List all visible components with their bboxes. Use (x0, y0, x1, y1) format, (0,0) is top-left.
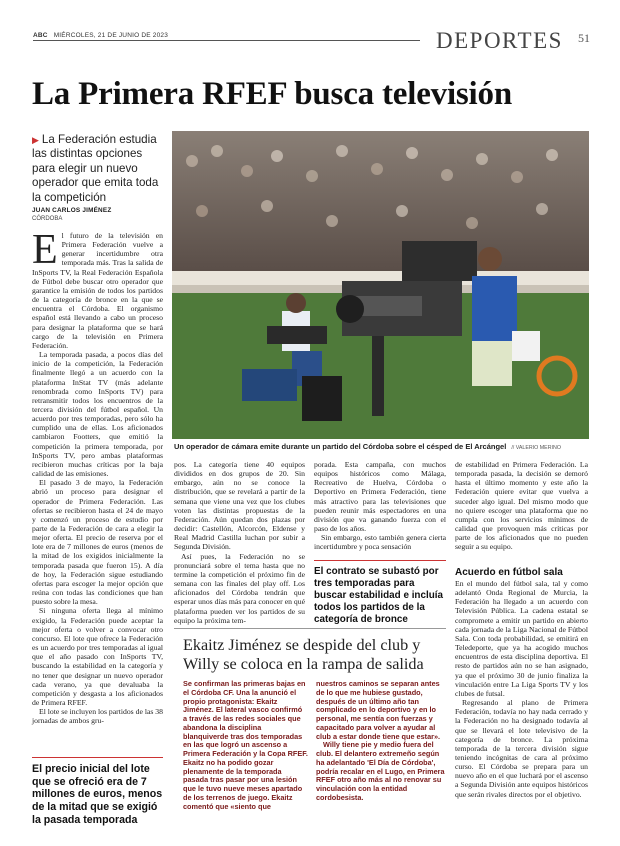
issue-date: MIÉRCOLES, 21 DE JUNIO DE 2023 (53, 32, 169, 39)
article-column-4b (455, 579, 588, 799)
paragraph: Si ninguna oferta llega al mínimo exigido, la Federación puede aceptar la mejor oferta o volver a convocar otro concurso. El lote que ofrece la Federación es un acuerdo por tres temporadas al igual que el año pasado con InSports TV, buscando la estabilidad en la categoría y no tener que designar un nuevo operador cada verano, ya que devaluaba la competición y desgasta a los aficionados de Primera RFEF. (32, 606, 163, 707)
paragraph: de estabilidad en Primera Federación. La temporada pasada, la decisión se demoró hasta el último momento y este año la Federación quiere evitar que vuelva a suceder algo igual. Del mismo modo que no quiere escoger una plataforma que no cumpla con los servicios mínimos de calidad que provoquen más críticas por parte de los aficionados que no pueden seguir a su equipo. (455, 460, 588, 552)
article-column-1 (32, 227, 163, 726)
paragraph: pos. La categoría tiene 40 equipos divididos en dos grupos de 20. Sin embargo, aún no se conoce la distribución, que se revelará a partir de la semana que viene una vez que los clubes voten las distintas propuestas de la Federación. Aún quedan dos plazas por decidir: Castellón, Alcorcón, Eldense y Real Madrid Castilla luchan por subir a Segunda División. (174, 460, 305, 552)
headline: La Primera RFEF busca televisión (32, 76, 512, 112)
photo-illustration (172, 131, 589, 439)
dateline-city: CÓRDOBA (32, 216, 63, 222)
article-column-4 (455, 460, 588, 552)
article-column-2 (174, 460, 305, 625)
lede-text: La Federación estudia las distintas opciones para elegir un nuevo operador que emita toda la competición (32, 133, 159, 204)
paragraph: nuestros caminos se separan antes de lo que me hubiese gustado, después de un último año tan complicado en lo deportivo y en lo personal, me sentía con fuerzas y capacitado para volver a ayudar al club a estar donde tiene que estar». (316, 679, 441, 741)
paragraph: El pasado 3 de mayo, la Federación abrió un proceso para designar el operador de Primera Federación. Las ofertas se recibieron hasta el 24 de mayo y comenzó un proceso de estudio por parte de la Federación de cara a elegir la mejor oferta. El precio de reserva por el lote era de 7 millones de euros (menos de la mitad de los exigidos inicialmente la temporada pasada que fueron 15). A día de hoy, la Federación sigue estudiando ofertas para escoger la mejor opción que reúna con todas las condiciones que han puesto sobre la mesa. (32, 478, 163, 607)
futsal-heading: Acuerdo en fútbol sala (455, 567, 563, 578)
sidebar-headline: Ekaitz Jiménez se despide del club y Willy se coloca en la rampa de salida (183, 636, 424, 674)
paragraph: El futuro de la televisión en Primera Federación vuelve a generar incertidumbre otra temporada más. Tras la salida de InSports TV, la Real Federación Española de Fútbol debe buscar otro operador que garantice la emisión de todos los partidos de la categoría de bronce en la que se encuentra el Córdoba. El organismo español está llevando a cabo un proceso para designar la plataforma que se hará cargo de la televisión en Primera Federación. (32, 227, 163, 350)
sidebar-box-rule (174, 628, 446, 629)
pullquote-text: El contrato se subastó por tres temporadas para buscar estabilidad e incluía todos los partidos de la categoría de bronce (314, 566, 443, 625)
bullet-icon: ▶ (32, 135, 39, 145)
section-name: DEPORTES (436, 28, 563, 53)
paragraph: El lote se incluyen los partidos de las 38 jornadas de ambos gru- (32, 707, 163, 726)
header-rule (33, 40, 420, 41)
sidebar-column-a (183, 680, 308, 811)
paragraph: En el mundo del fútbol sala, tal y como adelantó Onda Regional de Murcia, la Federación ha llegado a un acuerdo con Televisión Pública. La cadena estatal se compromete a emitir un partido en abierto cada jornada de la Liga Nacional de Fútbol Sala. Con toda probabilidad, se emitirá en Teledeporte, que ya ha acogido muchos encuentros de esta disciplina deportiva. El resto de partidos aún no se han asignado, ya que el próximo 30 de junio finaliza la vinculación entre La Liga Sports TV y los clubes de futsal. (455, 579, 588, 698)
paragraph: Así pues, la Federación no se pronunciará sobre el tema hasta que no termine la competición el próximo fin de semana con las finales del play off. Los aficionados del Córdoba tendrán que esperar unos días más para conocer en qué plataforma pueden ver los partidos de su equipo la próxima tem- (174, 551, 305, 625)
sidebar-column-b (316, 680, 446, 803)
paragraph: La temporada pasada, a pocos días del inicio de la competición, la Federación finalmente llegó a un acuerdo con la plataforma InStat TV (más adelante renombrada como InSports TV) para retransmitir todos los encuentros de la tercera división del fútbol español. Un acuerdo por tres temporadas, pero sólo ha cumplido una de ellas. Los aficionados cambiaron Footters, que emitió la competición la primera temporada, por InSports TV, pero ambas plataformas recibieron muchas críticas por la baja calidad de las emisiones. (32, 350, 163, 479)
paragraph: porada. Esta campaña, con muchos equipos históricos como Málaga, Recreativo de Huelva, Córdoba o Deportivo en Primera Federación, tiene más atractivo para las televisiones que pueden reunir más espectadores en una división que va ganando fuerza con el paso de los años. (314, 460, 446, 534)
main-photo (172, 131, 589, 439)
article-column-3 (314, 460, 446, 552)
photo-caption (174, 442, 561, 451)
photo-credit: // VALERIO MERINO (511, 445, 561, 451)
brand: ABC (33, 32, 48, 39)
pullquote-rule (32, 757, 163, 758)
pullquote-mid (314, 560, 446, 625)
caption-text: Un operador de cámara emite durante un partido del Córdoba sobre el césped de El Arcángel (174, 442, 507, 451)
page-number: 51 (578, 31, 590, 45)
lede (32, 133, 167, 205)
paragraph: Sin embargo, esto también genera cierta incertidumbre y poca sensación (314, 533, 446, 552)
dropcap: E (32, 227, 58, 273)
pullquote-rule (314, 560, 446, 561)
paragraph: Willy tiene pie y medio fuera del club. El delantero extremeño según ha adelantado 'El Día de Córdoba', podría recalar en el Lugo, en Primera RFEF otro año más al no renovar su vinculación con la entidad cordobesista. (316, 740, 445, 802)
paragraph: Se confirman las primeras bajas en el Córdoba CF. Una la anunció el propio protagonista: Ekaitz Jiménez. El lateral vasco confirmó a través de las redes sociales que abandona la disciplina blanquiverde tras dos temporadas en las que logró un ascenso a Primera Federación y la Copa RFEF. Ekaitz no ha podido gozar plenamente de la temporada pasada tras pasar por una lesión que le tuvo nueve meses apartado de los terrenos de juego. Ekaitz comentó que «siento que (183, 679, 308, 811)
page-header (33, 32, 168, 39)
paragraph: Regresando al plano de Primera Federación, todavía no hay nada cerrado y la Federación no ha designado todavía al que se llevará el lote televisivo de la categoría de bronce. La próxima temporada de la tercera división sigue teniendo incógnitas de cara al próximo curso. El Córdoba se prepara para un nuevo año en el que luchará por el ascenso a Segunda División ante equipos históricos que serán rivales directos por el objetivo. (455, 698, 588, 799)
pullquote-text: El precio inicial del lote que se ofreció era de 7 millones de euros, menos de la mitad que se exigió la pasada temporada (32, 763, 163, 826)
byline: JUAN CARLOS JIMÉNEZ (32, 207, 112, 214)
pullquote-left (32, 757, 163, 827)
